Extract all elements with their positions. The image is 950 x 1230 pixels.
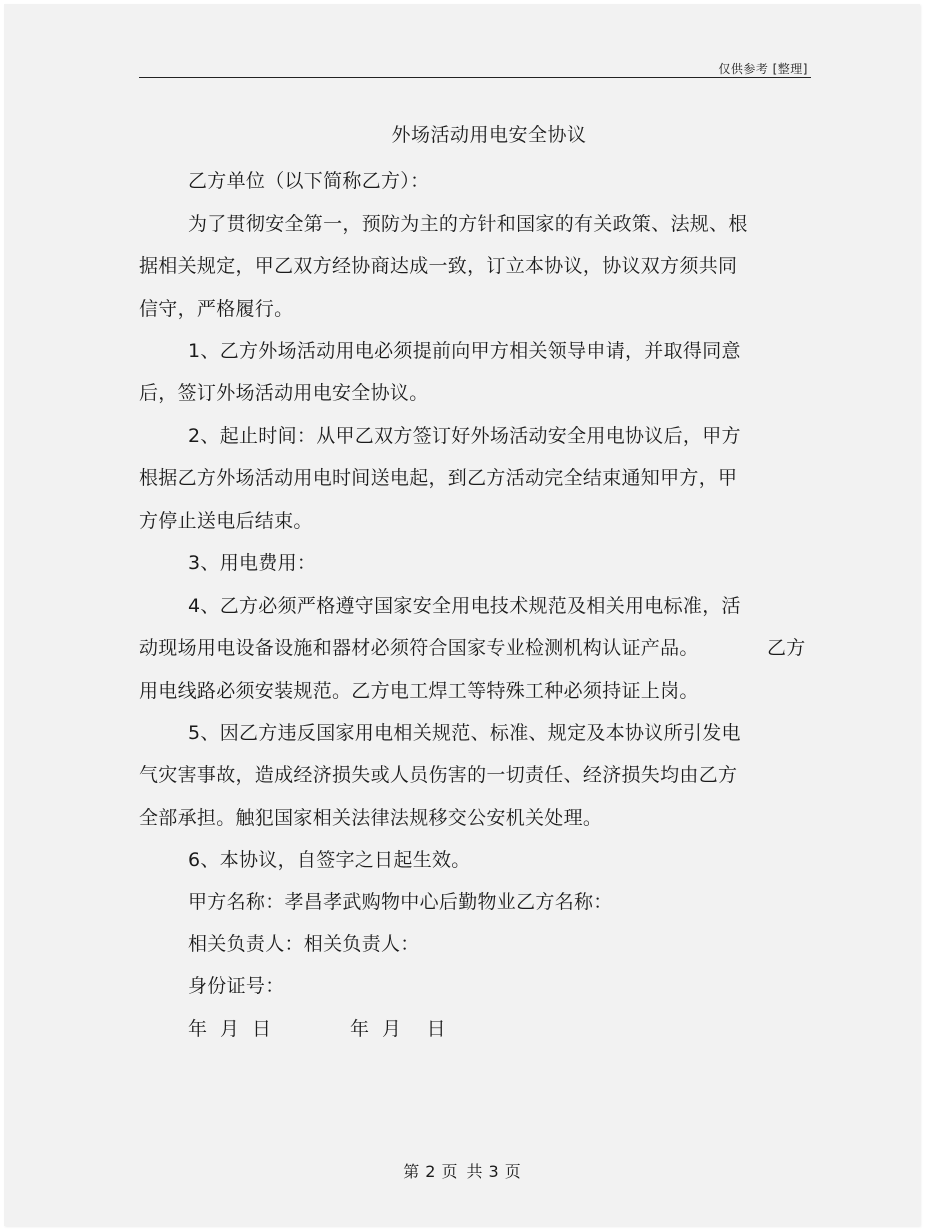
date-line-party-b: 年 月 日	[350, 1018, 446, 1040]
clause-line: 动现场用电设备设施和器材必须符合国家专业检测机构认证产品。	[139, 637, 699, 659]
clause-line: 4、乙方必须严格遵守国家安全用电技术规范及相关用电标准，活	[188, 595, 741, 617]
signatory-line: 身份证号：	[188, 975, 285, 997]
footer-mid: 页 共	[441, 1162, 483, 1181]
header-note: 仅供参考 [整理]	[718, 62, 808, 76]
clause-line: 乙方	[767, 637, 806, 659]
clause-line: 用电线路必须安装规范。乙方电工焊工等特殊工种必须持证上岗。	[139, 680, 699, 702]
footer-suffix: 页	[504, 1162, 521, 1181]
clause-line: 1、乙方外场活动用电必须提前向甲方相关领导申请，并取得同意	[188, 340, 741, 362]
signatory-line: 相关负责人：相关负责人：	[188, 933, 420, 955]
footer-page-current: 2	[425, 1162, 436, 1181]
page-footer	[4, 1159, 920, 1182]
clause-line: 后，签订外场活动用电安全协议。	[139, 382, 429, 404]
clause-line: 方停止送电后结束。	[139, 510, 313, 532]
header-divider	[139, 77, 811, 78]
clause-line: 根据乙方外场活动用电时间送电起，到乙方活动完全结束通知甲方，甲	[139, 467, 738, 489]
addressee-line: 乙方单位（以下简称乙方）：	[188, 170, 430, 192]
clause-line: 气灾害事故，造成经济损失或人员伤害的一切责任、经济损失均由乙方	[139, 764, 738, 786]
clause-line: 3、用电费用：	[188, 552, 317, 574]
signatory-line: 甲方名称：孝昌孝武购物中心后勤物业乙方名称：	[188, 891, 613, 913]
footer-prefix: 第	[403, 1162, 420, 1181]
paragraph-line: 据相关规定，甲乙双方经协商达成一致，订立本协议，协议双方须共同	[139, 255, 738, 277]
clause-line: 6、本协议，自签字之日起生效。	[188, 849, 471, 871]
clause-line: 全部承担。触犯国家相关法律法规移交公安机关处理。	[139, 807, 603, 829]
document-page	[4, 4, 920, 1226]
clause-line: 2、起止时间：从甲乙双方签订好外场活动安全用电协议后，甲方	[188, 425, 741, 447]
paragraph-line: 信守，严格履行。	[139, 298, 294, 320]
clause-line: 5、因乙方违反国家用电相关规范、标准、规定及本协议所引发电	[188, 722, 741, 744]
date-line-party-a: 年 月 日	[188, 1018, 272, 1040]
document-title: 外场活动用电安全协议	[391, 124, 587, 146]
paragraph-line: 为了贯彻安全第一，预防为主的方针和国家的有关政策、法规、根	[188, 213, 748, 235]
footer-page-total: 3	[488, 1162, 499, 1181]
